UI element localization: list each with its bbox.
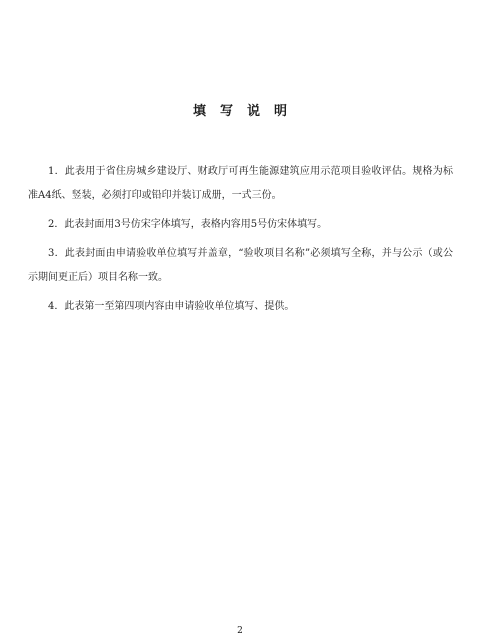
instruction-paragraph-3: 3．此表封面由申请验收单位填写并盖章，“验收项目名称”必须填写全称，并与公示（或公示期间更正后）项目名称一致。 xyxy=(28,248,453,283)
instruction-paragraph-2: 2．此表封面用3号仿宋字体填写，表格内容用5号仿宋体填写。 xyxy=(48,219,328,230)
instruction-paragraph-4: 4．此表第一至第四项内容由申请验收单位填写、提供。 xyxy=(48,301,295,312)
page-number: 2 xyxy=(237,626,243,636)
instructions-body xyxy=(28,160,453,324)
page-title: 填写说明 xyxy=(192,104,301,119)
instruction-paragraph-1: 1．此表用于省住房城乡建设厅、财政厅可再生能源建筑应用示范项目验收评估。规格为标准A4纸、竖装，必须打印或铅印并装订成册，一式三份。 xyxy=(28,166,453,201)
